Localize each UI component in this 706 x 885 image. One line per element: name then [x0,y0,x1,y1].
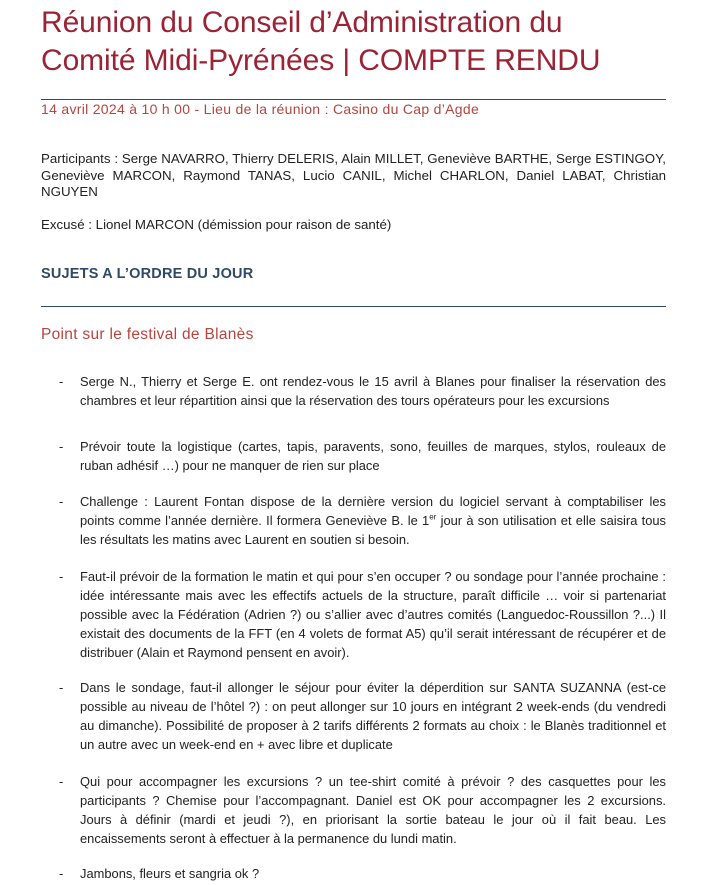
bullet-marker: - [59,374,64,389]
agenda-heading: SUJETS A L’ORDRE DU JOUR [41,266,254,282]
meeting-date-location: 14 avril 2024 à 10 h 00 - Lieu de la réunion : Casino du Cap d’Agde [41,101,480,117]
bullet-marker: - [59,569,64,584]
list-item: Faut-il prévoir de la formation le matin et qui pour s’en occuper ? ou sondage pour l’année prochaine : idée intéressante mais avec les effectifs actuels de la structure, paraît difficile … voir si partenariat possible avec la Fédération (Adrien ?) ou s’allier avec d’autres comités (Languedoc-Roussillon ?...) Il existait des documents de la FFT (en 4 volets de format A5) qu’il serait intéressant de récupérer et de distribuer (Alain et Raymond pensent en avoir). [80,569,666,660]
list-item: Prévoir toute la logistique (cartes, tapis, paravents, sono, feuilles de marques, stylos, rouleaux de ruban adhésif …) pour ne manquer de rien sur place [80,439,666,473]
section-title: Point sur le festival de Blanès [41,326,254,343]
title-divider [41,99,666,100]
bullet-marker: - [59,439,64,454]
bullet-marker: - [59,866,64,881]
superscript: er [429,512,437,522]
title-line-2: Comité Midi-Pyrénées | COMPTE RENDU [41,44,601,77]
agenda-divider [41,306,666,307]
excused-line: Excusé : Lionel MARCON (démission pour raison de santé) [41,217,392,232]
bullet-marker: - [59,494,64,509]
list-item: Dans le sondage, faut-il allonger le séjour pour éviter la déperdition sur SANTA SUZANNA (est-ce possible au niveau de l’hôtel ?) : on peut allonger sur 10 jours en intégrant 2 week-ends (du vendredi au dimanche). Possibilité de proposer à 2 tarifs différents 2 formats au choix : le Blanès traditionnel et un autre avec un week-end en + avec libre et duplicate [80,680,666,752]
title-line-1: Réunion du Conseil d’Administration du [41,6,563,39]
document-title [41,4,681,80]
list-item-text: jour à son utilisation et elle saisira tous les résultats les matins avec Laurent en soutien si besoin. [80,513,666,547]
list-item: Serge N., Thierry et Serge E. ont rendez-vous le 15 avril à Blanes pour finaliser la réservation des chambres et leur répartition ainsi que la réservation des tours opérateurs pour les excursions [80,374,666,408]
participants-list: Participants : Serge NAVARRO, Thierry DELERIS, Alain MILLET, Geneviève BARTHE, Serge ESTINGOY, Geneviève MARCON, Raymond TANAS, Lucio CANIL, Michel CHARLON, Daniel LABAT, Christian NGUYEN [41,151,666,199]
bullet-marker: - [59,680,64,695]
list-item [80,492,666,549]
list-item: Qui pour accompagner les excursions ? un tee-shirt comité à prévoir ? des casquettes pour les participants ? Chemise pour l’accompagnant. Daniel est OK pour accompagner les 2 excursions. Jours à définir (mardi et jeudi ?), en priorisant la sortie bateau le jour où il fait beau. Les encaissements seront à effectuer à la permanence du lundi matin. [80,774,666,846]
list-item: Jambons, fleurs et sangria ok ? [80,866,260,881]
bullet-marker: - [59,774,64,789]
list-item-text: Challenge : Laurent Fontan dispose de la dernière version du logiciel servant à comptabiliser les points comme l’année dernière. Il formera Geneviève B. le 1 [80,494,666,528]
